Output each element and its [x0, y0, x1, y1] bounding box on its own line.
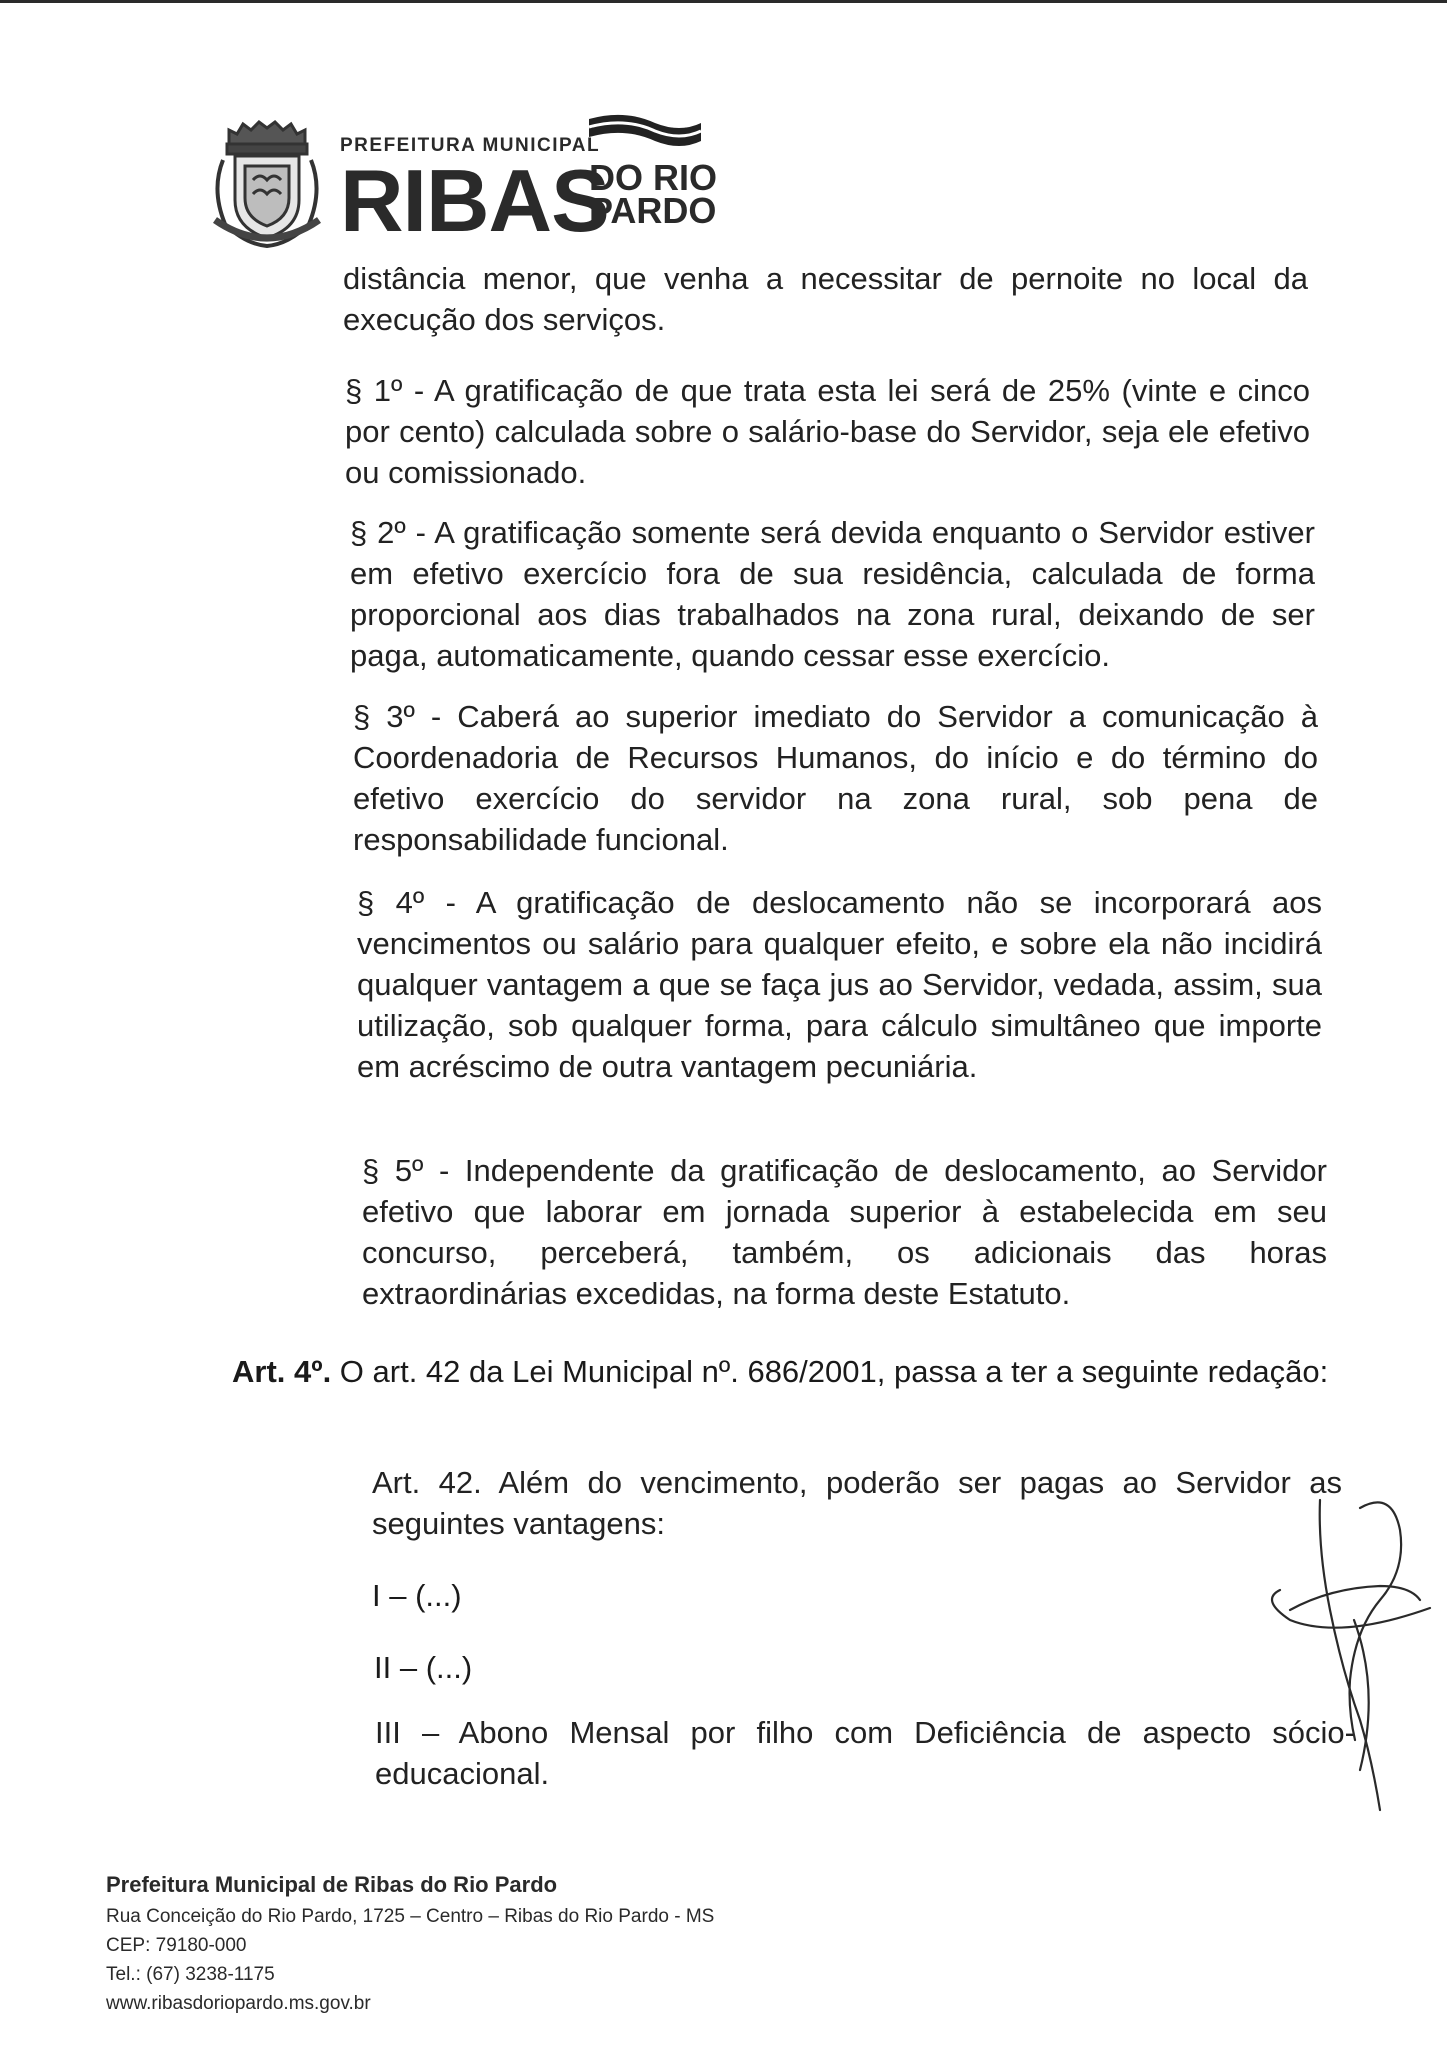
prefeitura-label: PREFEITURA MUNICIPAL	[340, 135, 601, 156]
paragraph-continuation: distância menor, que venha a necessitar de pernoite no local da execução dos serviços.	[343, 261, 1308, 337]
article-4-text: O art. 42 da Lei Municipal nº. 686/2001, passa a ter a seguinte redação:	[331, 1354, 1329, 1389]
article-4-label: Art. 4º.	[232, 1354, 332, 1389]
handwritten-signature	[1260, 1490, 1435, 1820]
footer-website: www.ribasdoriopardo.ms.gov.br	[106, 1993, 371, 2014]
paragraph-section-3: § 3º - Caberá ao superior imediato do Servidor a comunicação à Coordenadoria de Recursos Humanos, do início e do término do efetivo exercício do servidor na zona rural, sob pena de responsabilidade funcional.	[353, 699, 1318, 857]
footer-address: Rua Conceição do Rio Pardo, 1725 – Centro – Ribas do Rio Pardo - MS	[106, 1906, 715, 1927]
footer-cep: CEP: 79180-000	[106, 1935, 247, 1956]
quoted-item-ii: II – (...)	[374, 1650, 473, 1685]
footer-organization: Prefeitura Municipal de Ribas do Rio Pardo	[106, 1872, 558, 1897]
logo-pardo: PARDO	[589, 190, 717, 231]
article-4	[232, 1350, 1332, 1394]
quoted-article-42: Art. 42. Além do vencimento, poderão ser pagas ao Servidor as seguintes vantagens:	[372, 1465, 1342, 1541]
logo-ribas: RIBAS	[340, 151, 609, 250]
footer	[106, 1868, 906, 2018]
paragraph-section-1: § 1º - A gratificação de que trata esta lei será de 25% (vinte e cinco por cento) calculada sobre o salário-base do Servidor, seja ele efetivo ou comissionado.	[345, 373, 1310, 490]
paragraph-section-2: § 2º - A gratificação somente será devida enquanto o Servidor estiver em efetivo exercício fora de sua residência, calculada de forma proporcional aos dias trabalhados na zona rural, deixando de ser paga, automaticamente, quando cessar esse exercício.	[350, 515, 1315, 673]
logo-do-rio: DO RIO	[589, 157, 718, 198]
quoted-item-iii: III – Abono Mensal por filho com Deficiência de aspecto sócio-educacional.	[375, 1715, 1355, 1791]
footer-phone: Tel.: (67) 3238-1175	[106, 1964, 275, 1985]
paragraph-section-4: § 4º - A gratificação de deslocamento não se incorporará aos vencimentos ou salário para qualquer efeito, e sobre ela não incidirá qualquer vantagem a que se faça jus ao Servidor, vedada, assim, sua utilização, sob qualquer forma, para cálculo simultâneo que importe em acréscimo de outra vantagem pecuniária.	[357, 885, 1322, 1084]
quoted-item-i: I – (...)	[372, 1578, 462, 1613]
paragraph-section-5: § 5º - Independente da gratificação de deslocamento, ao Servidor efetivo que laborar em jornada superior à estabelecida em seu concurso, perceberá, também, os adicionais das horas extraordinárias excedidas, na forma deste Estatuto.	[362, 1153, 1327, 1311]
